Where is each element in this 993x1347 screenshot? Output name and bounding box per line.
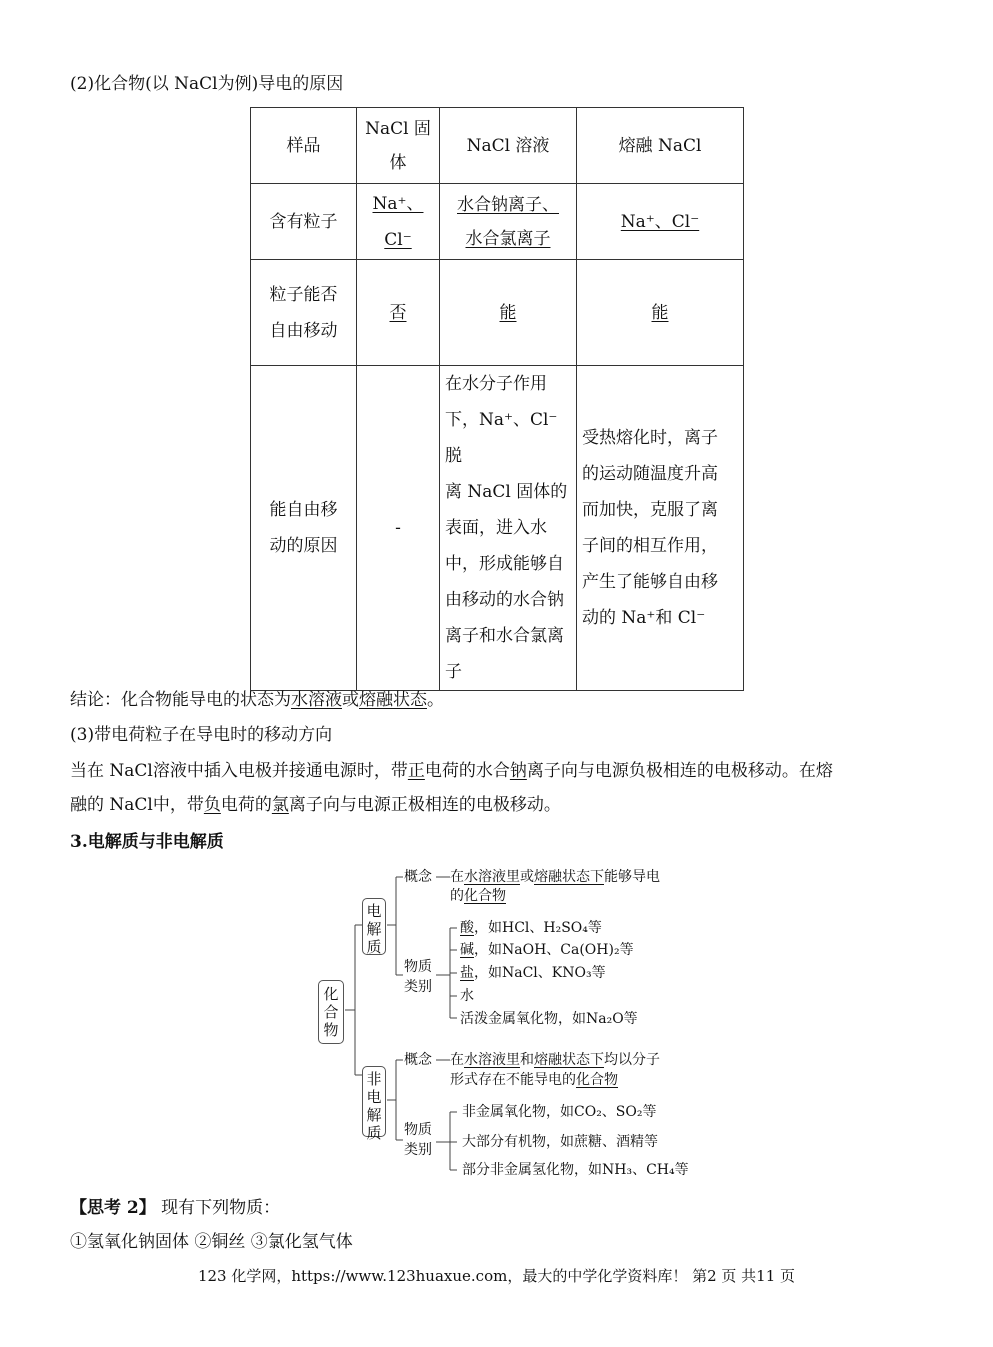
- nonelectrolyte-concept-label: 概念: [404, 1052, 432, 1068]
- electrolyte-item-base: 碱，如NaOH、Ca(OH)₂等: [460, 942, 634, 958]
- electrolyte-item-acid: 酸，如HCl、H₂SO₄等: [460, 920, 602, 936]
- row-particles-label: 含有粒子: [251, 184, 357, 260]
- row-particles-molten: Na⁺、Cl⁻: [577, 184, 744, 260]
- electrolyte-concept-label: 概念: [404, 869, 432, 885]
- row-reason-solution: 在水分子作用 下，Na⁺、Cl⁻脱 离 NaCl 固体的 表面，进入水 中，形成能够自 由移动的水合钠 离子和水合氯离 子: [440, 366, 577, 691]
- row-mobility-solid: 否: [357, 260, 440, 366]
- electrolyte-item-salt: 盐，如NaCl、KNO₃等: [460, 965, 606, 981]
- electrolyte-box: 电解质: [362, 898, 386, 955]
- nonelectrolyte-item-0: 非金属氧化物，如CO₂、SO₂等: [462, 1104, 657, 1120]
- nonelectrolyte-concept-line2: 形式存在不能导电的化合物: [450, 1072, 618, 1088]
- electrolyte-concept-line1: 在水溶液里或熔融状态下能够导电: [450, 869, 660, 885]
- nonelectrolyte-item-2: 部分非金属氢化物，如NH₃、CH₄等: [462, 1162, 689, 1178]
- nonelectrolyte-category-label: 物质类别: [404, 1122, 432, 1158]
- row-reason-label: 能自由移 动的原因: [251, 366, 357, 691]
- nonelectrolyte-item-1: 大部分有机物，如蔗糖、酒精等: [462, 1134, 658, 1150]
- row-mobility-molten: 能: [577, 260, 744, 366]
- page-footer: 123 化学网，https://www.123huaxue.com，最大的中学化学资料库！ 第2 页 共11 页: [197, 1267, 796, 1285]
- row-reason-molten: 受热熔化时，离子 的运动随温度升高 而加快，克服了离 子间的相互作用， 产生了能够自由移 动的 Na⁺和 Cl⁻: [577, 366, 744, 691]
- conclusion: 结论：化合物能导电的状态为水溶液或熔融状态。: [70, 690, 444, 710]
- paragraph-line-1: 当在 NaCl溶液中插入电极并接通电源时，带正电荷的水合钠离子向与电源负极相连的电极移动。在熔: [70, 761, 833, 781]
- header-solution: NaCl 溶液: [440, 108, 577, 184]
- row-particles-solution: 水合钠离子、 水合氯离子: [440, 184, 577, 260]
- section-title-2: (2)化合物(以 NaCl为例)导电的原因: [70, 74, 344, 94]
- heading-electrolytes: 3.电解质与非电解质: [70, 832, 224, 852]
- compound-box: 化合物: [318, 980, 344, 1044]
- nacl-conductivity-table: [250, 107, 744, 691]
- section-title-3: (3)带电荷粒子在导电时的移动方向: [70, 725, 333, 745]
- header-sample: 样品: [251, 108, 357, 184]
- paragraph-line-2: 融的 NaCl中，带负电荷的氯离子向与电源正极相连的电极移动。: [70, 795, 561, 815]
- electrolyte-concept-line2: 的化合物: [450, 888, 506, 904]
- nonelectrolyte-box: 非电解质: [362, 1066, 386, 1137]
- row-particles-solid: Na⁺、Cl⁻: [357, 184, 440, 260]
- think-2: 【思考 2】 现有下列物质：: [70, 1198, 281, 1218]
- electrolyte-category-label: 物质类别: [404, 959, 432, 995]
- row-mobility-solution: 能: [440, 260, 577, 366]
- substance-list: ①氢氧化钠固体 ②铜丝 ③氯化氢气体: [70, 1232, 353, 1252]
- header-molten: 熔融 NaCl: [577, 108, 744, 184]
- row-reason-solid: -: [357, 366, 440, 691]
- electrolyte-item-water: 水: [460, 988, 474, 1004]
- row-mobility-label: 粒子能否 自由移动: [251, 260, 357, 366]
- nonelectrolyte-concept-line1: 在水溶液里和熔融状态下均以分子: [450, 1052, 660, 1068]
- electrolyte-item-oxide: 活泼金属氧化物，如Na₂O等: [460, 1011, 638, 1027]
- header-solid: NaCl 固体: [357, 108, 440, 184]
